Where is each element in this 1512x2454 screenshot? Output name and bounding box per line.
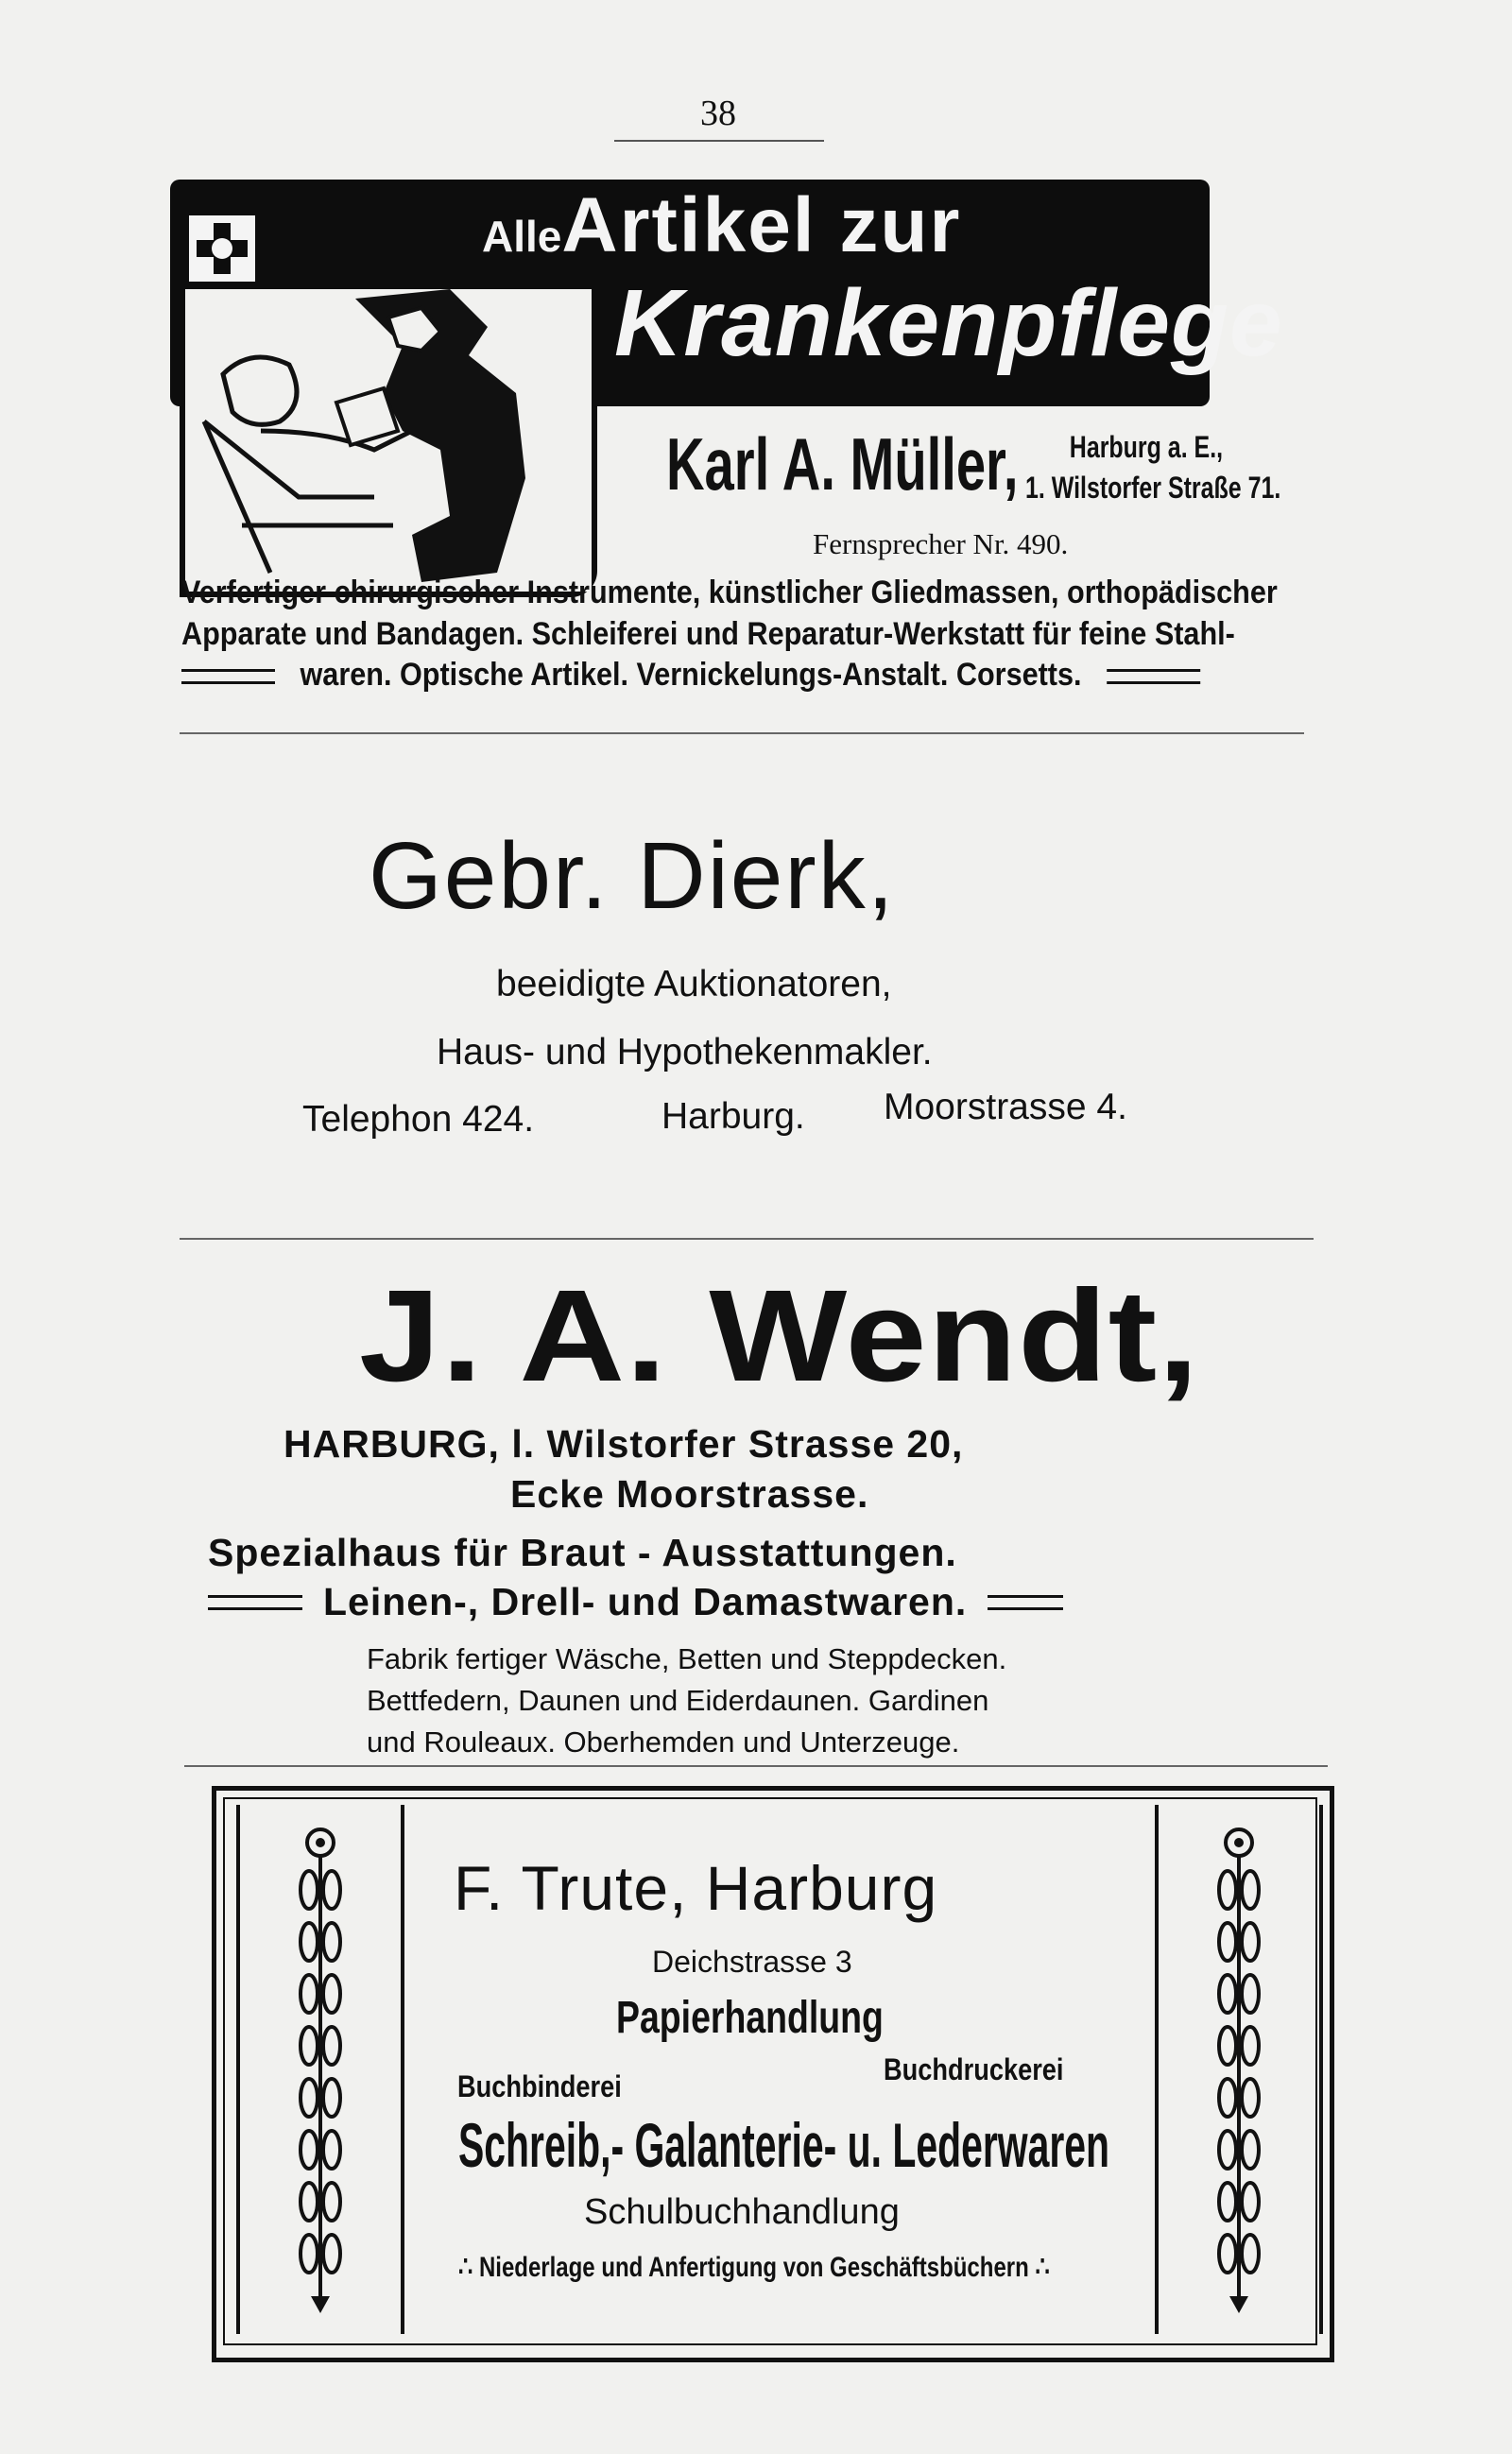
wendt-name: J. A. Wendt, (359, 1263, 1200, 1409)
mueller-city: Harburg a. E., (1069, 430, 1224, 464)
trute-footer-row (458, 2251, 1050, 2284)
double-rule-left-2 (208, 1595, 302, 1610)
vine-ornament-icon (292, 1824, 349, 2315)
page-number: 38 (700, 94, 736, 133)
nurse-patient-illustration (185, 289, 592, 592)
dierk-line-1: beeidigte Auktionatoren, (496, 964, 892, 1004)
wendt-special-1: Spezialhaus für Braut - Ausstattungen. (208, 1531, 957, 1574)
mueller-headline-2: Krankenpflege (614, 270, 1283, 376)
wendt-line-2: Bettfedern, Daunen und Eiderdaunen. Gardinen (367, 1684, 989, 1717)
wendt-special-2: Leinen-, Drell- und Damastwaren. (323, 1580, 968, 1623)
wendt-address-2: Ecke Moorstrasse. (510, 1472, 869, 1516)
cross-icon (189, 215, 255, 282)
right-ornament-column (1155, 1805, 1323, 2334)
page-number-rule (614, 140, 824, 142)
separator-2 (180, 1238, 1314, 1240)
mueller-name: Karl A. Müller, (666, 422, 1019, 506)
dots-ornament-icon: ∴ (458, 2252, 479, 2283)
wendt-special-2-row (208, 1580, 1063, 1624)
mueller-line-1: Verfertiger chirurgischer Instrumente, künstlicher Gliedmassen, orthopädischer (181, 575, 1278, 610)
mueller-headline-1 (482, 182, 962, 268)
trute-trade-right: Buchdruckerei (884, 2052, 1064, 2086)
dierk-name: Gebr. Dierk, (369, 823, 896, 929)
double-rule-right (1107, 669, 1200, 684)
dierk-phone: Telephon 424. (302, 1099, 535, 1140)
separator-1 (180, 732, 1304, 734)
mueller-address (1025, 427, 1280, 508)
wendt-line-3: und Rouleaux. Oberhemden und Unterzeuge. (367, 1725, 960, 1759)
mueller-headline-main: Artikel zur (561, 182, 962, 268)
mueller-phone: Fernsprecher Nr. 490. (813, 527, 1069, 560)
mueller-description (181, 573, 1278, 696)
trute-trade-3: Schulbuchhandlung (584, 2192, 900, 2232)
dierk-line-2: Haus- und Hypothekenmakler. (437, 1032, 933, 1073)
trute-trade-2: Schreib,- Galanterie- u. Lederwaren (458, 2110, 1110, 2180)
mueller-street: 1. Wilstorfer Straße 71. (1025, 471, 1281, 506)
mueller-line-2: Apparate und Bandagen. Schleiferei und Reparatur-Werkstatt für feine Stahl- (181, 615, 1235, 652)
mueller-line-3: waren. Optische Artikel. Vernickelungs-Anstalt. Corsetts. (300, 657, 1082, 694)
double-rule-left (181, 669, 275, 684)
trute-trade-1: Papierhandlung (616, 1993, 884, 2043)
mueller-line-3-row (181, 655, 1185, 696)
wendt-address-1: HARBURG, l. Wilstorfer Strasse 20, (284, 1422, 964, 1466)
trute-name: F. Trute, Harburg (454, 1853, 938, 1923)
double-rule-right-2 (988, 1595, 1063, 1610)
left-ornament-column (236, 1805, 404, 2334)
dots-ornament-icon: ∴ (1028, 2252, 1050, 2283)
mueller-headline-small: Alle (482, 212, 562, 261)
trute-footer: Niederlage und Anfertigung von Geschäftsbüchern (478, 2252, 1029, 2283)
trute-street: Deichstrasse 3 (652, 1945, 852, 1979)
wendt-line-1: Fabrik fertiger Wäsche, Betten und Steppdecken. (367, 1642, 1007, 1675)
dierk-street: Moorstrasse 4. (884, 1087, 1127, 1127)
vine-ornament-icon (1211, 1824, 1267, 2315)
dierk-city: Harburg. (662, 1096, 805, 1137)
separator-3 (184, 1765, 1328, 1767)
trute-trade-left: Buchbinderei (457, 2069, 622, 2103)
mueller-illustration-panel (180, 283, 597, 597)
